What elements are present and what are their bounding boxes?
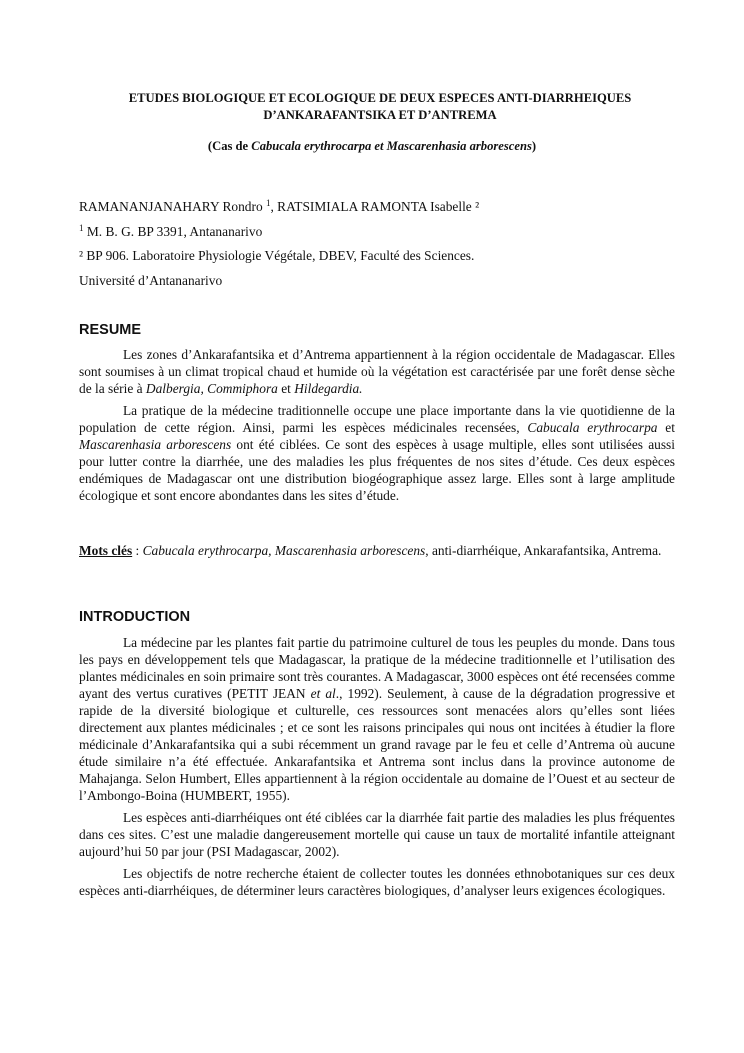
subtitle-suffix: ) <box>531 139 537 153</box>
author-1-sup: 1 <box>265 198 271 208</box>
keywords-rest: , anti-diarrhéique, Ankarafantsika, Antrema. <box>425 543 662 558</box>
intro-p1-text: La médecine par les plantes fait partie du patrimoine culturel de tous les peuples du monde. Dans tous les pays en développement tels que Madagascar, la pratique de la médecine traditionnelle et l’utilisation des plantes médicinales en soin primaire sont très courantes. A Madagascar, 3000 espèces ont été recensées comme ayant des vertus curatives (PETIT JEAN <box>79 635 675 701</box>
paper-title <box>90 90 670 124</box>
resume-p1-genus: Hildegardia. <box>294 381 363 396</box>
intro-paragraph-3: Les objectifs de notre recherche étaient de collecter toutes les données ethnobotaniques sur ces deux espèces anti-diarrhéiques, de déterminer leurs caractères biologiques, d’analyser leurs exigences écologiques. <box>79 866 675 898</box>
keywords-sep: : <box>132 543 143 558</box>
affiliation-2: ² BP 906. Laboratoire Physiologie Végétale, DBEV, Faculté des Sciences. <box>79 248 475 263</box>
affiliation-1 <box>79 223 679 248</box>
title-line-2: D’ANKARAFANTSIKA ET D’ANTREMA <box>263 108 497 122</box>
resume-p2-text: La pratique de la médecine traditionnelle occupe une place importante dans la vie quotidienne de la population de cette région. Ainsi, parmi les espèces médicinales recensées, <box>79 403 675 435</box>
resume-p1-text: Les zones d’Ankarafantsika et d’Antrema appartiennent à la région occidentale de Madagascar. Elles sont soumises à un climat tropical chaud et humide où la végétation est caractérisée par une forêt dense sèche de la série à <box>79 347 675 396</box>
resume-p1-genera: Dalbergia, Commiphora <box>145 381 278 396</box>
resume-p1-and: et <box>277 381 295 396</box>
subtitle-species: Cabucala erythrocarpa et Mascarenhasia arborescens <box>251 139 532 153</box>
author-1: RAMANANJANAHARY Rondro <box>79 199 266 214</box>
resume-p2-species-2: Mascarenhasia arborescens <box>79 437 232 452</box>
resume-p2-and: et <box>657 420 675 435</box>
keywords-species: Cabucala erythrocarpa, Mascarenhasia arborescens <box>142 543 426 558</box>
introduction-body <box>79 634 675 904</box>
author-names <box>79 198 679 223</box>
resume-p2-species-1: Cabucala erythrocarpa <box>527 420 658 435</box>
resume-p2-rest: ont été ciblées. Ce sont des espèces à usage multiple, elles sont utilisées aussi pour lutter contre la diarrhée, une des maladies les plus fréquentes de nos sites d’étude. Ces deux espèces endémiques de Madagascar ont une distribution biogéographique assez large. Elles sont à large amplitude écologique et sont encore abondantes dans les sites d’étude. <box>79 437 675 503</box>
resume-paragraph-2 <box>79 402 675 504</box>
keywords-label: Mots clés <box>79 543 133 558</box>
resume-paragraph-1 <box>79 346 675 397</box>
intro-p1-rest: ., 1992). Seulement, à cause de la dégradation progressive et rapide de la diversité biologique et culturelle, ces ressources sont menacées alors qu’elles sont liées directement aux plantes médicinales ; et ce sont les raisons principales qui nous ont incitées à étudier la flore médicinale d’Ankarafantsika qui a subi récemment un grand ravage par le feu et celle d’Antrema où aucune étude similaire n’a été effectuée. Ankarafantsika et Antrema sont inclus dans la province autonome de Mahajanga. Selon Humbert, Elles appartiennent à la région occidentale au domaine de l’Ouest et au secteur de l’Ambongo-Boina (HUMBERT, 1955). <box>79 686 675 803</box>
keywords <box>79 542 675 559</box>
affiliation-1-text: M. B. G. BP 3391, Antananarivo <box>83 223 263 239</box>
title-line-1: ETUDES BIOLOGIQUE ET ECOLOGIQUE DE DEUX ESPECES ANTI-DIARRHEIQUES <box>128 91 632 105</box>
intro-p1-etal: et al <box>310 686 336 701</box>
author-2: , RATSIMIALA RAMONTA Isabelle ² <box>270 199 480 214</box>
paper-subtitle <box>0 138 744 155</box>
introduction-heading: INTRODUCTION <box>79 609 191 625</box>
intro-paragraph-2: Les espèces anti-diarrhéiques ont été ciblées car la diarrhée fait partie des maladies les plus fréquentes dans ces sites. C’est une maladie dangereusement mortelle qui cause un taux de mortalité infantile atteignant aujourd’hui 50 par jour (PSI Madagascar, 2002). <box>79 810 675 859</box>
affiliation-3: Université d’Antananarivo <box>79 272 223 288</box>
intro-paragraph-1 <box>79 634 675 804</box>
subtitle-prefix: (Cas de <box>207 139 252 153</box>
author-block <box>79 198 679 296</box>
resume-body <box>79 346 675 509</box>
resume-heading: RESUME <box>79 322 142 338</box>
affiliation-1-sup: 1 <box>79 222 84 233</box>
